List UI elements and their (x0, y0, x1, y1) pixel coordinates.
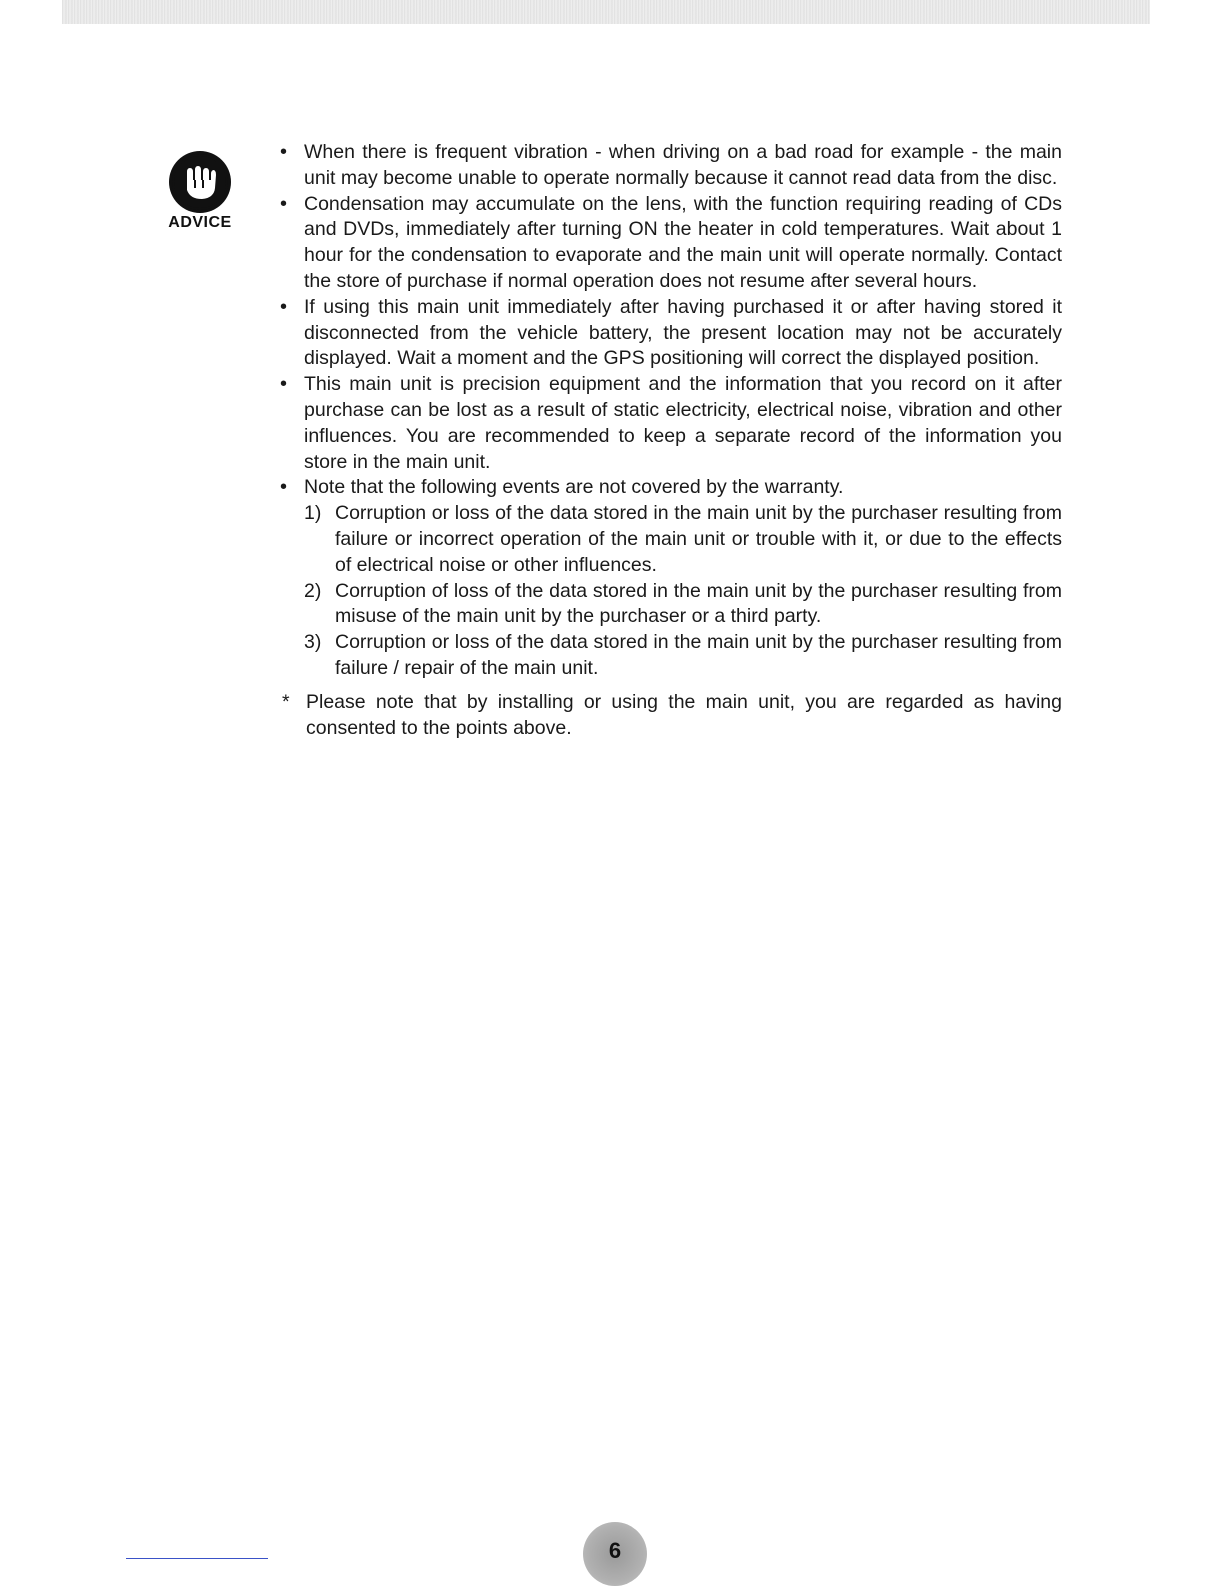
bullet-text: Condensation may accumulate on the lens, with the function requiring reading of CDs and DVDs, immediately after turning ON the heater in cold temperatures. Wait about 1 hour for the condensation to evaporate and the main unit will operate normally. Contact the store of purchase if normal operation does not resume after several hours. (304, 192, 1062, 292)
item-text: Corruption of loss of the data stored in the main unit by the purchaser resulting from misuse of the main unit by the purchaser or a third party. (335, 579, 1062, 628)
numbered-item (280, 501, 1062, 578)
numbered-item (280, 579, 1062, 631)
consent-note (280, 690, 1062, 742)
bullet-item (280, 295, 1062, 372)
warranty-exclusions-list (280, 501, 1062, 682)
note-text: Please note that by installing or using the main unit, you are regarded as having consented to the points above. (306, 690, 1062, 739)
item-text: Corruption or loss of the data stored in the main unit by the purchaser resulting from failure / repair of the main unit. (335, 631, 1062, 679)
scan-artifact-band (62, 0, 1150, 24)
item-number: 1) (304, 502, 322, 525)
item-number: 2) (304, 579, 322, 602)
bullet-text: This main unit is precision equipment and the information that you record on it after purchase can be lost as a result of static electricity, electrical noise, vibration and other influences. You are recommended to keep a separate record of the information you store in the main unit. (304, 373, 1062, 473)
bullet-text: If using this main unit immediately after having purchased it or after having stored it disconnected from the vehicle battery, the present location may not be accurately displayed. Wait a moment and the GPS positioning will correct the displayed position. (304, 295, 1062, 370)
advice-content (280, 140, 1062, 741)
bullet-item (280, 372, 1062, 475)
bullet-marker: • (280, 141, 288, 163)
item-number: 3) (304, 631, 322, 654)
item-text: Corruption or loss of the data stored in the main unit by the purchaser resulting from failure or incorrect operation of the main unit or trouble with it, or due to the effects of electrical noise or other influences. (335, 502, 1062, 576)
numbered-item (280, 630, 1062, 682)
footer-rule (126, 1558, 268, 1559)
page-number: 6 (608, 1538, 622, 1563)
bullet-marker: • (280, 373, 288, 396)
advice-badge (160, 150, 240, 232)
bullet-item (280, 140, 1062, 192)
bullet-text: Note that the following events are not covered by the warranty. (304, 476, 844, 499)
bullet-marker: • (280, 476, 288, 499)
note-marker: * (282, 690, 290, 713)
hand-advice-icon (168, 150, 232, 214)
advice-label: ADVICE (168, 214, 232, 231)
bullet-item (280, 192, 1062, 295)
bullet-text: When there is frequent vibration - when driving on a bad road for example - the main unit may become unable to operate normally because it cannot read data from the disc. (304, 141, 1062, 189)
bullet-marker: • (280, 295, 288, 318)
bullet-item (280, 475, 1062, 501)
bullet-marker: • (280, 192, 288, 215)
